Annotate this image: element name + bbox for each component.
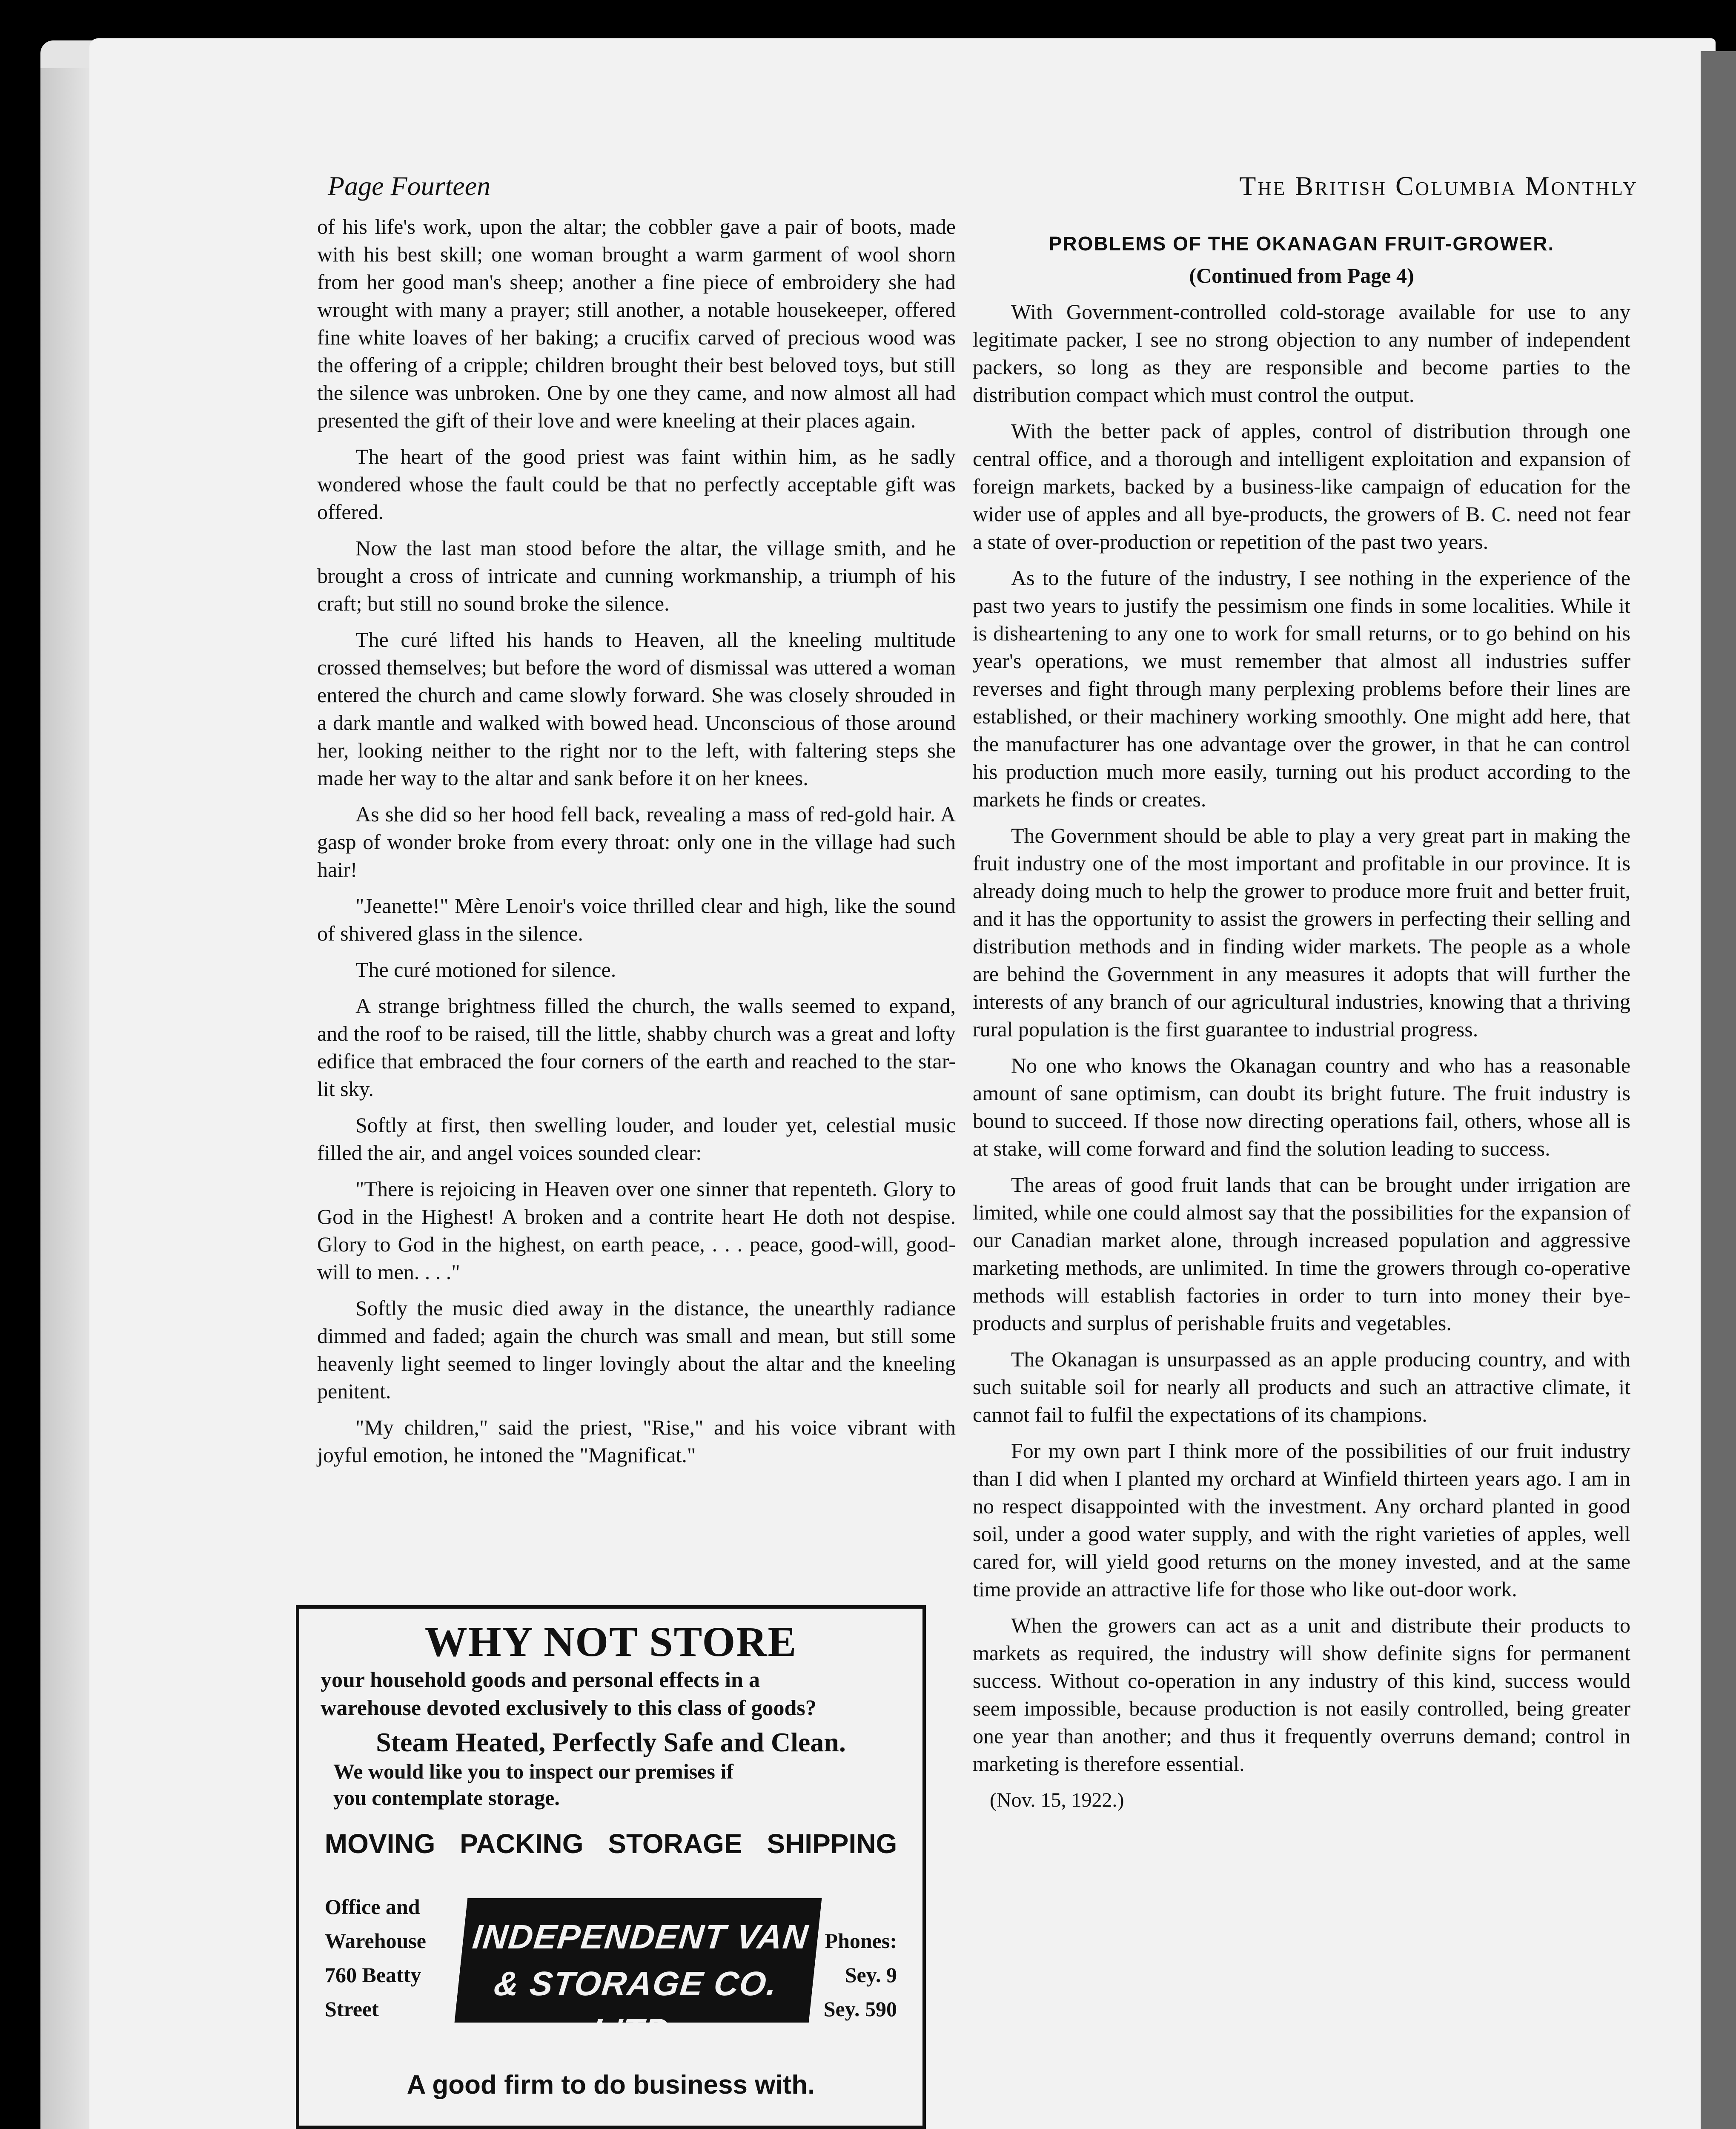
paragraph: Softly the music died away in the distance, the unearthly radiance dimmed and faded; again the church was small and mean, but still some heavenly light seemed to linger lovingly about the altar and the kneeling penitent. (317, 1296, 956, 1403)
paragraph: "There is rejoicing in Heaven over one sinner that repenteth. Glory to God in the Highest! A broken and a contrite heart He doth not despise. Glory to God in the highest, on earth peace, . . . peace, good-will, good-will to men. . . ." (317, 1177, 956, 1284)
facing-page-edge (1701, 51, 1736, 2129)
ad-tagline: A good firm to do business with. (407, 2070, 815, 2100)
publication-title-header: The British Columbia Monthly (1239, 171, 1638, 201)
address-line: Warehouse (325, 1929, 426, 1953)
ad-line: warehouse devoted exclusively to this class of goods? (321, 1696, 816, 1720)
ad-line: you contemplate storage. (333, 1786, 560, 1810)
paragraph: As to the future of the industry, I see nothing in the experience of the past two years to justify the pessimism one finds in some localities. While it is disheartening to any one to work for small returns, or to go behind on his year's operations, we must remember that almost all industries suffer reverses and fight through many perplexing problems before their lines are established, or their machinery working smoothly. One might add here, that the manufacturer has one advantage over the grower, in that he can control his production much more easily, turning out his product according to the markets he finds or creates. (973, 566, 1630, 811)
ad-steam-heated: Steam Heated, Perfectly Safe and Clean. (376, 1727, 846, 1757)
ad-office-address (325, 1890, 426, 2026)
ad-line: your household goods and personal effects in a (321, 1668, 760, 1692)
dateline: (Nov. 15, 1922.) (990, 1789, 1124, 1811)
ad-phones (824, 1924, 897, 2026)
right-column (973, 213, 1630, 1814)
logo-line: INDEPENDENT VAN (470, 1918, 811, 1956)
paragraph: Softly at first, then swelling louder, and louder yet, celestial music filled the air, and angel voices sounded clear: (317, 1113, 956, 1165)
ad-headline: WHY NOT STORE (424, 1618, 797, 1665)
paragraph: The curé lifted his hands to Heaven, all the kneeling multitude crossed themselves; but before the word of dismissal was uttered a woman entered the church and came slowly forward. She was closely shrouded in a dark mantle and walked with bowed head. Unconscious of those around her, looking neither to the right nor to the left, with faltering steps she made her way to the altar and sank before it on her knees. (317, 628, 956, 790)
paragraph: When the growers can act as a unit and distribute their products to markets as required, the industry will show definite signs for permanent success. Without co-operation in any industry of this kind, success would seem impossible, because production is not easily controlled, being greater one year than another; and thus it frequently overruns demand; control in marketing is therefore essential. (973, 1613, 1630, 1776)
address-line: Office and (325, 1895, 420, 1919)
paragraph: As she did so her hood fell back, revealing a mass of red-gold hair. A gasp of wonder broke from every throat: only one in the village had such hair! (317, 802, 956, 881)
page-number-header: Page Fourteen (328, 171, 491, 201)
paragraph: The heart of the good priest was faint within him, as he sadly wondered whose the fault could be that no perfectly acceptable gift was offered. (317, 445, 956, 524)
phone-number: Sey. 9 (845, 1963, 897, 1987)
logo-line: & STORAGE CO. L'TD (492, 1965, 779, 2049)
paragraph: With the better pack of apples, control of distribution through one central office, and a thorough and intelligent exploitation and expansion of foreign markets, backed by a business-like campaign of education for the wider use of apples and all bye-products, the growers of B. C. need not fear a state of over-production or repetition of the past two years. (973, 419, 1630, 554)
paragraph: With Government-controlled cold-storage available for use to any legitimate packer, I see no strong objection to any number of independent packers, so long as they are responsible and become parties to the distribution compact which must control the output. (973, 300, 1630, 407)
paragraph: The Government should be able to play a very great part in making the fruit industry one of the most important and profitable in our province. It is already doing much to help the grower to produce more fruit and better fruit, and it has the opportunity to assist the growers in perfecting their selling and distribution methods and in finding wider markets. The people as a whole are behind the Government in any measures it adopts that will further the interests of any branch of our agricultural industries, knowing that a thriving rural population is the first guarantee to industrial progress. (973, 823, 1630, 1041)
article-subtitle: (Continued from Page 4) (1189, 264, 1414, 287)
paragraph: A strange brightness filled the church, the walls seemed to expand, and the roof to be raised, till the little, shabby church was a great and lofty edifice that embraced the four corners of the earth and reached to the star-lit sky. (317, 994, 956, 1101)
ad-services: MOVING PACKING STORAGE SHIPPING (324, 1828, 897, 1859)
address-line: Street (325, 1997, 379, 2021)
paragraph: "Jeanette!" Mère Lenoir's voice thrilled clear and high, like the sound of shivered glass in the silence. (317, 894, 956, 945)
paragraph: "My children," said the priest, "Rise," and his voice vibrant with joyful emotion, he intoned the "Magnificat." (317, 1415, 956, 1467)
ad-line: We would like you to inspect our premises if (333, 1759, 733, 1783)
paragraph: No one who knows the Okanagan country and who has a reasonable amount of sane optimism, can doubt its bright future. The fruit industry is bound to succeed. If those now directing operations fail, others, whose all is at stake, will come forward and find the solution leading to success. (973, 1053, 1630, 1160)
article-title: PROBLEMS OF THE OKANAGAN FRUIT-GROWER. (1048, 232, 1555, 255)
paragraph: The areas of good fruit lands that can be brought under irrigation are limited, while one could almost say that the possibilities for the expansion of our Canadian market alone, through increased population and aggressive marketing methods, are unlimited. In time the growers through co-operative methods will establish factories in order to turn into money their bye-products and surplus of perishable fruits and vegetables. (973, 1173, 1630, 1335)
paragraph: The Okanagan is unsurpassed as an apple producing country, and with such suitable soil for nearly all products and such an attractive climate, it cannot fail to fulfil the expectations of its champions. (973, 1347, 1630, 1426)
paragraph: Now the last man stood before the altar, the village smith, and he brought a cross of intricate and cunning workmanship, a triumph of his craft; but still no sound broke the silence. (317, 536, 956, 615)
phone-number: Sey. 590 (823, 1997, 897, 2021)
paragraph: of his life's work, upon the altar; the cobbler gave a pair of boots, made with his best skill; one woman brought a warm garment of wool shorn from her good man's sheep; another a fine piece of embroidery she had wrought with many a prayer; still another, a notable housekeeper, offered fine white loaves of her baking; a crucifix carved of precious wood was the offering of a cripple; children brought their best beloved toys, but still the silence was unbroken. One by one they came, and now almost all had presented the gift of their love and were kneeling at their places again. (317, 215, 956, 432)
paragraph: For my own part I think more of the possibilities of our fruit industry than I did when I planted my orchard at Winfield thirteen years ago. I am in no respect disappointed with the investment. Any orchard planted in good soil, under a good water supply, and with the right varieties of apples, well cared for, will yield good returns on the money invested, and at the same time provide an attractive life for those who like out-door work. (973, 1439, 1630, 1601)
company-logo (455, 1898, 822, 2049)
phones-label: Phones: (825, 1929, 897, 1953)
paragraph: The curé motioned for silence. (355, 958, 616, 981)
left-column (317, 213, 956, 1478)
storage-advertisement (296, 1605, 926, 2129)
address-line: 760 Beatty (325, 1963, 421, 1987)
